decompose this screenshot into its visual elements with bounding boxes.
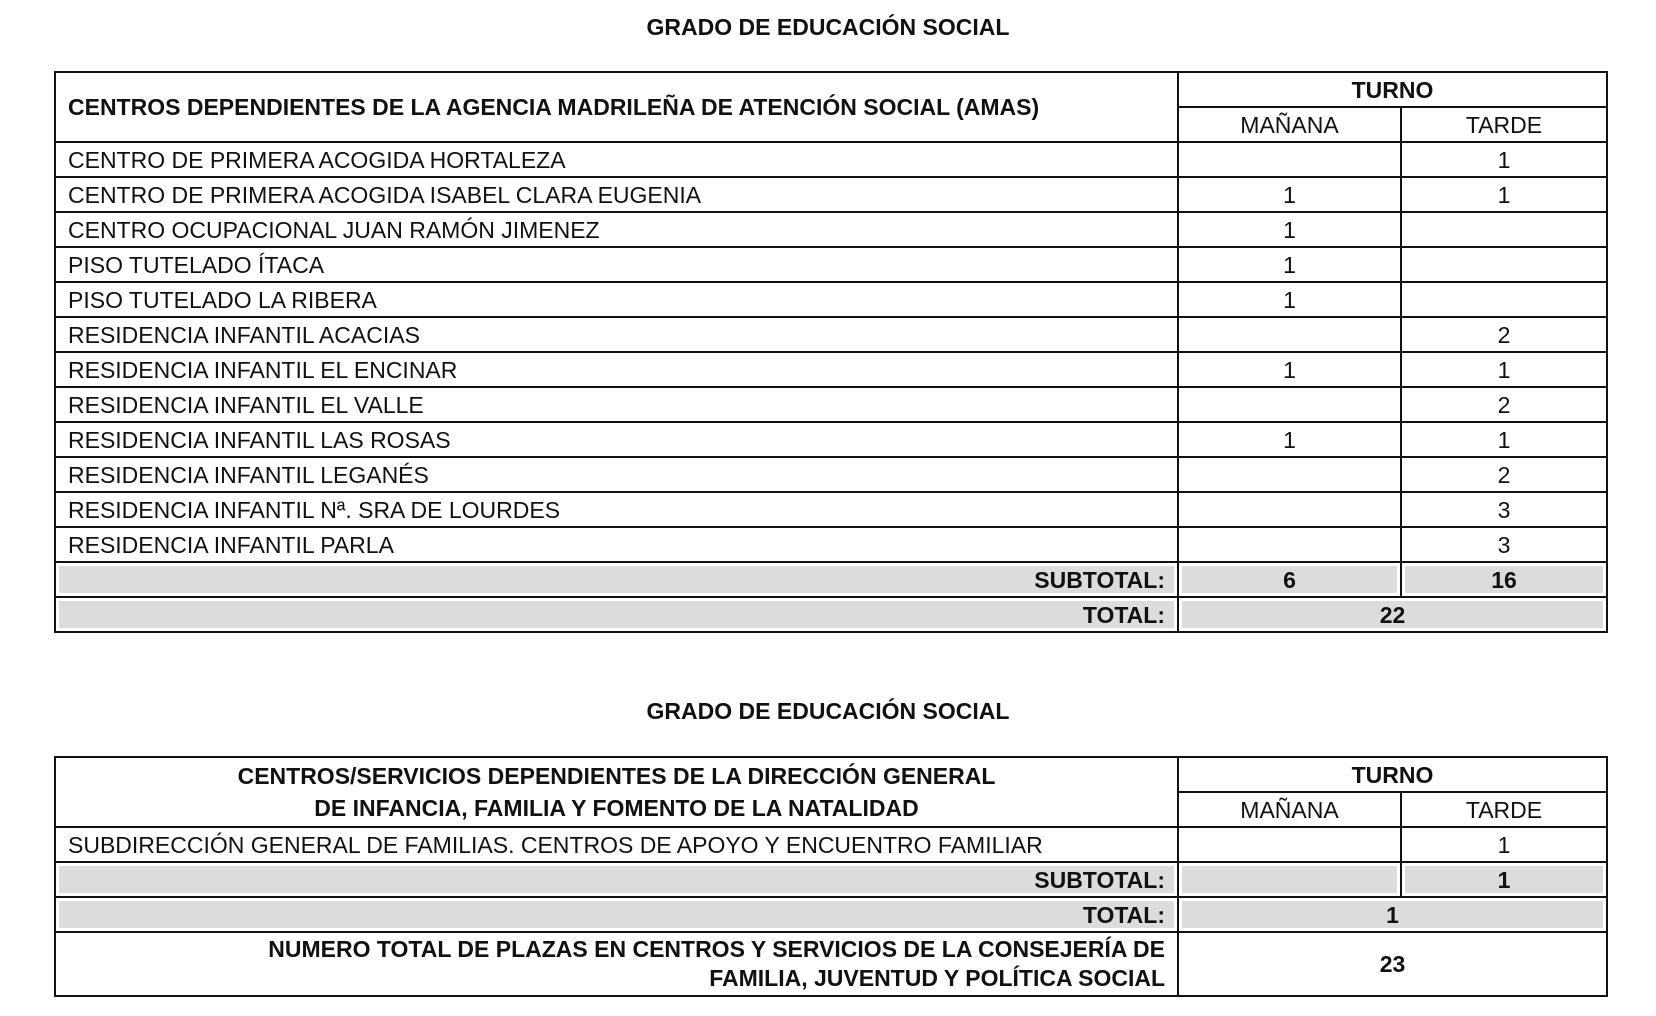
table-row [55,212,1607,247]
tarde-value: 1 [1401,422,1607,457]
manana-value: 1 [1178,247,1401,282]
center-name: RESIDENCIA INFANTIL PARLA [55,527,1178,562]
tarde-value: 3 [1401,527,1607,562]
tarde-value: 2 [1401,457,1607,492]
center-name: PISO TUTELADO LA RIBERA [55,282,1178,317]
manana-value: 1 [1178,212,1401,247]
table-row [55,177,1607,212]
center-name: CENTRO DE PRIMERA ACOGIDA HORTALEZA [55,142,1178,177]
subtotal-manana: 6 [1178,562,1401,597]
table-row [55,282,1607,317]
center-name: RESIDENCIA INFANTIL EL ENCINAR [55,352,1178,387]
table-row [55,142,1607,177]
total-label: TOTAL: [55,597,1178,632]
center-name: PISO TUTELADO ÍTACA [55,247,1178,282]
manana-value: 1 [1178,177,1401,212]
dgiffn-table [54,756,1608,997]
manana-value: 1 [1178,282,1401,317]
subtotal-tarde: 1 [1401,862,1607,897]
subtotal-tarde: 16 [1401,562,1607,597]
grand-total-label-line2: FAMILIA, JUVENTUD Y POLÍTICA SOCIAL [709,965,1165,991]
tarde-value [1401,282,1607,317]
col-manana-header: MAÑANA [1178,107,1401,142]
table-row [55,317,1607,352]
center-name: CENTRO DE PRIMERA ACOGIDA ISABEL CLARA EUGENIA [55,177,1178,212]
grand-total-value: 23 [1178,932,1607,996]
manana-value [1178,317,1401,352]
tarde-value: 1 [1401,352,1607,387]
center-name: SUBDIRECCIÓN GENERAL DE FAMILIAS. CENTROS DE APOYO Y ENCUENTRO FAMILIAR [55,827,1178,862]
center-name: RESIDENCIA INFANTIL LAS ROSAS [55,422,1178,457]
manana-value [1178,527,1401,562]
tarde-value: 1 [1401,177,1607,212]
center-name: RESIDENCIA INFANTIL ACACIAS [55,317,1178,352]
center-name: CENTRO OCUPACIONAL JUAN RAMÓN JIMENEZ [55,212,1178,247]
table-row [55,827,1607,862]
dgiffn-header [55,757,1178,827]
table-row [55,387,1607,422]
tarde-value: 1 [1401,827,1607,862]
tarde-value: 1 [1401,142,1607,177]
tarde-value [1401,247,1607,282]
dgiffn-header-line2: DE INFANCIA, FAMILIA Y FOMENTO DE LA NATALIDAD [314,795,919,821]
table-row [55,352,1607,387]
manana-value [1178,827,1401,862]
tarde-value: 3 [1401,492,1607,527]
total-value: 22 [1178,597,1607,632]
total-value: 1 [1178,897,1607,932]
tarde-value [1401,212,1607,247]
amas-table [54,71,1608,633]
manana-value: 1 [1178,422,1401,457]
col-tarde-header: TARDE [1401,107,1607,142]
center-name: RESIDENCIA INFANTIL Nª. SRA DE LOURDES [55,492,1178,527]
table-row [55,457,1607,492]
subtotal-label: SUBTOTAL: [55,562,1178,597]
grand-total-label [55,932,1178,996]
manana-value [1178,142,1401,177]
turno-header: TURNO [1178,72,1607,107]
section1-title: GRADO DE EDUCACIÓN SOCIAL [646,14,1010,40]
table-row [55,247,1607,282]
turno-header: TURNO [1178,757,1607,792]
table-row [55,422,1607,457]
section2-title: GRADO DE EDUCACIÓN SOCIAL [646,698,1010,724]
amas-header: CENTROS DEPENDIENTES DE LA AGENCIA MADRILEÑA DE ATENCIÓN SOCIAL (AMAS) [55,72,1178,142]
col-manana-header: MAÑANA [1178,792,1401,827]
tarde-value: 2 [1401,387,1607,422]
total-label: TOTAL: [55,897,1178,932]
manana-value [1178,492,1401,527]
manana-value [1178,387,1401,422]
tarde-value: 2 [1401,317,1607,352]
table-row [55,527,1607,562]
center-name: RESIDENCIA INFANTIL LEGANÉS [55,457,1178,492]
subtotal-label: SUBTOTAL: [55,862,1178,897]
dgiffn-header-line1: CENTROS/SERVICIOS DEPENDIENTES DE LA DIRECCIÓN GENERAL [237,763,996,789]
col-tarde-header: TARDE [1401,792,1607,827]
grand-total-label-line1: NUMERO TOTAL DE PLAZAS EN CENTROS Y SERVICIOS DE LA CONSEJERÍA DE [268,936,1165,962]
manana-value [1178,457,1401,492]
center-name: RESIDENCIA INFANTIL EL VALLE [55,387,1178,422]
manana-value: 1 [1178,352,1401,387]
table-row [55,492,1607,527]
subtotal-manana [1178,862,1401,897]
